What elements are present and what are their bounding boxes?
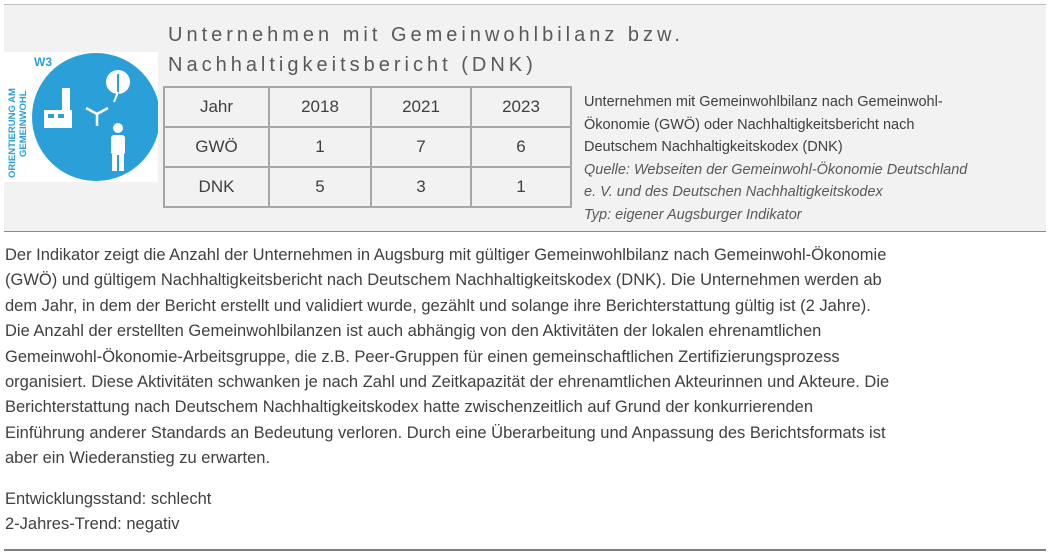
body-line: dem Jahr, in dem der Bericht erstellt und validiert wurde, gezählt und solange ihre Berichterstattung gültig ist (2 Jahre). <box>5 296 871 315</box>
description-line: Deutschem Nachhaltigkeitskodex (DNK) <box>584 139 843 155</box>
table-header-row <box>164 87 571 127</box>
logo-vertical-text-2: GEMEINWOHL <box>18 90 29 157</box>
table-cell: DNK <box>164 167 269 207</box>
gemeinwohl-logo <box>4 52 158 182</box>
table-cell: 5 <box>269 167 371 207</box>
description-line: Unternehmen mit Gemeinwohlbilanz nach Gemeinwohl- <box>584 94 943 110</box>
logo-code: W3 <box>34 55 52 69</box>
body-line: Gemeinwohl-Ökonomie-Arbeitsgruppe, die z.B. Peer-Gruppen für einen gemeinschaftlichen Zertifizierungsprozess <box>5 347 840 366</box>
page-title <box>168 20 768 80</box>
body-line: organisiert. Diese Aktivitäten schwanken je nach Zahl und Zeitkapazität der ehrenamtlichen Akteurinnen und Akteure. Die <box>5 373 890 392</box>
bottom-divider <box>4 549 1046 551</box>
development-status: Entwicklungsstand: schlecht <box>5 490 212 508</box>
body-line: (GWÖ) und gültigem Nachhaltigkeitsbericht nach Deutschem Nachhaltigkeitskodex (DNK). Die Unternehmen werden ab <box>5 271 882 290</box>
table-row <box>164 167 571 207</box>
source-line: e. V. und des Deutschen Nachhaltigkeitskodex <box>584 184 883 200</box>
description-line: Ökonomie (GWÖ) oder Nachhaltigkeitsbericht nach <box>584 116 915 133</box>
body-line: Die Anzahl der erstellten Gemeinwohlbilanzen ist auch abhängig von den Aktivitäten der lokalen ehrenamtlichen <box>5 322 822 341</box>
table-cell: 7 <box>371 127 471 167</box>
title-line-2: Nachhaltigkeitsbericht (DNK) <box>168 54 537 76</box>
body-line: Einführung anderer Standards an Bedeutung verloren. Durch eine Überarbeitung und Anpassung des Berichtsformats ist <box>5 423 886 442</box>
table-cell: GWÖ <box>164 127 269 167</box>
title-line-1: Unternehmen mit Gemeinwohlbilanz bzw. <box>168 24 684 46</box>
logo-vertical-text-1: ORIENTIERUNG AM <box>7 88 18 178</box>
indicator-description <box>584 91 1044 226</box>
body-line: Der Indikator zeigt die Anzahl der Unternehmen in Augsburg mit gültiger Gemeinwohlbilanz nach Gemeinwohl-Ökonomie <box>5 246 887 264</box>
body-line: aber ein Wiederanstieg zu erwarten. <box>5 449 271 468</box>
table-header-cell: 2018 <box>269 87 371 127</box>
table-header-cell: Jahr <box>164 87 269 127</box>
table-cell: 1 <box>471 167 571 207</box>
table-cell: 6 <box>471 127 571 167</box>
source-line: Quelle: Webseiten der Gemeinwohl-Ökonomie Deutschland <box>584 161 968 178</box>
table-header-cell: 2021 <box>371 87 471 127</box>
table-cell: 1 <box>269 127 371 167</box>
table-header-cell: 2023 <box>471 87 571 127</box>
table-row <box>164 127 571 167</box>
trend-status: 2-Jahres-Trend: negativ <box>5 515 180 534</box>
type-line: Typ: eigener Augsburger Indikator <box>584 206 802 223</box>
indicator-table <box>163 86 572 208</box>
status-block <box>5 487 605 538</box>
table-cell: 3 <box>371 167 471 207</box>
body-paragraph <box>5 243 1045 472</box>
body-line: Berichterstattung nach Deutschem Nachhaltigkeitskodex hatte zwischenzeitlich auf Grund der konkurrierenden <box>5 398 814 417</box>
